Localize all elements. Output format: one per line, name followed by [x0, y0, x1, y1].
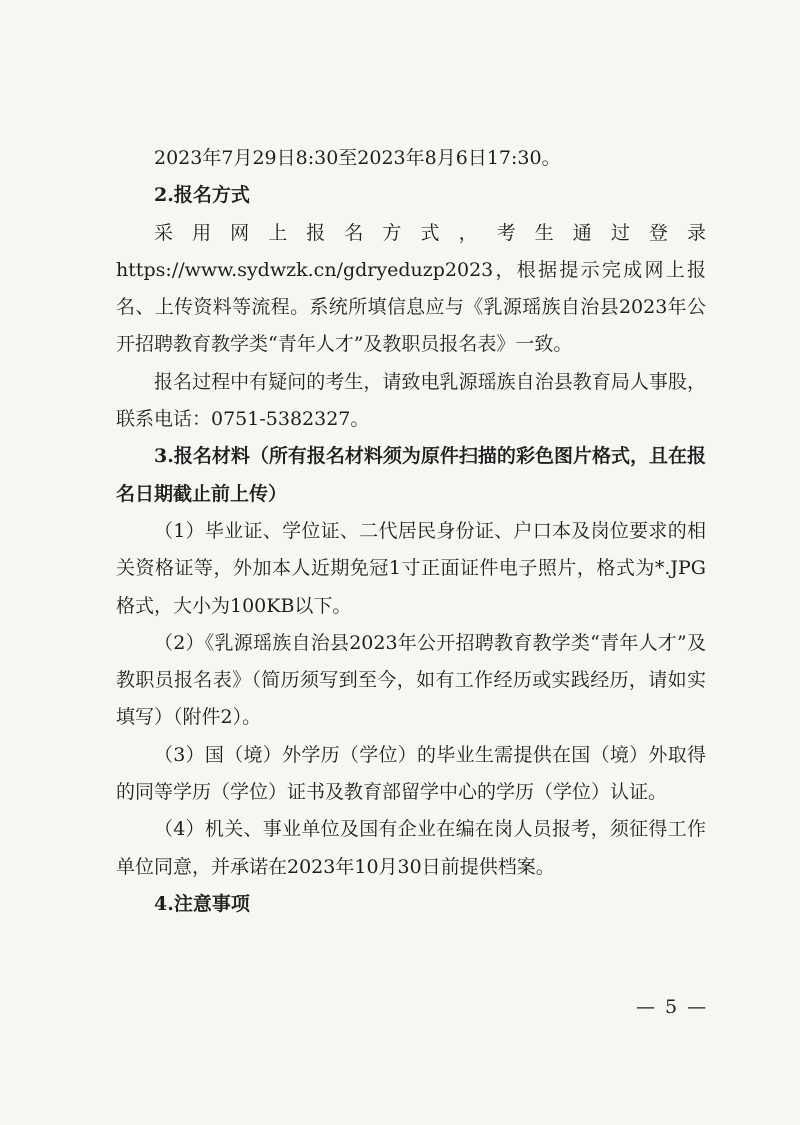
- registration-time-paragraph: 2023年7月29日8:30至2023年8月6日17:30。: [154, 147, 561, 169]
- materials-item-2: （2）《乳源瑶族自治县2023年公开招聘教育教学类“青年人才”及教职员报名表》（简历须写到至今，如有工作经历或实践经历，请如实填写）（附件2）。: [116, 631, 706, 729]
- materials-item-4: （4）机关、事业单位及国有企业在编在岗人员报考，须征得工作单位同意，并承诺在2023年10月30日前提供档案。: [116, 818, 706, 878]
- section-heading-notes: 4.注意事项: [154, 892, 250, 915]
- contact-paragraph: 报名过程中有疑问的考生，请致电乳源瑶族自治县教育局人事股，联系电话：0751-5382327。: [116, 370, 706, 431]
- online-registration-intro: 采用网上报名方式，考生通过登录: [154, 221, 706, 244]
- document-body: [116, 140, 706, 923]
- section-heading-registration-materials: 3.报名材料（所有报名材料须为原件扫描的彩色图片格式，且在报名日期截止前上传）: [116, 445, 706, 505]
- section-heading-registration-method: 2.报名方式: [154, 184, 250, 207]
- materials-item-1: （1）毕业证、学位证、二代居民身份证、户口本及岗位要求的相关资格证等，外加本人近期免冠1寸正面证件电子照片，格式为*.JPG格式，大小为100KB以下。: [116, 519, 706, 617]
- page-number: — 5 —: [636, 996, 709, 1018]
- materials-item-3: （3）国（境）外学历（学位）的毕业生需提供在国（境）外取得的同等学历（学位）证书及教育部留学中心的学历（学位）认证。: [116, 743, 706, 804]
- online-registration-paragraph: https://www.sydwzk.cn/gdryeduzp2023，根据提示完成网上报名、上传资料等流程。系统所填信息应与《乳源瑶族自治县2023年公开招聘教育教学类“青年人才”及教职员报名表》一致。: [116, 258, 706, 356]
